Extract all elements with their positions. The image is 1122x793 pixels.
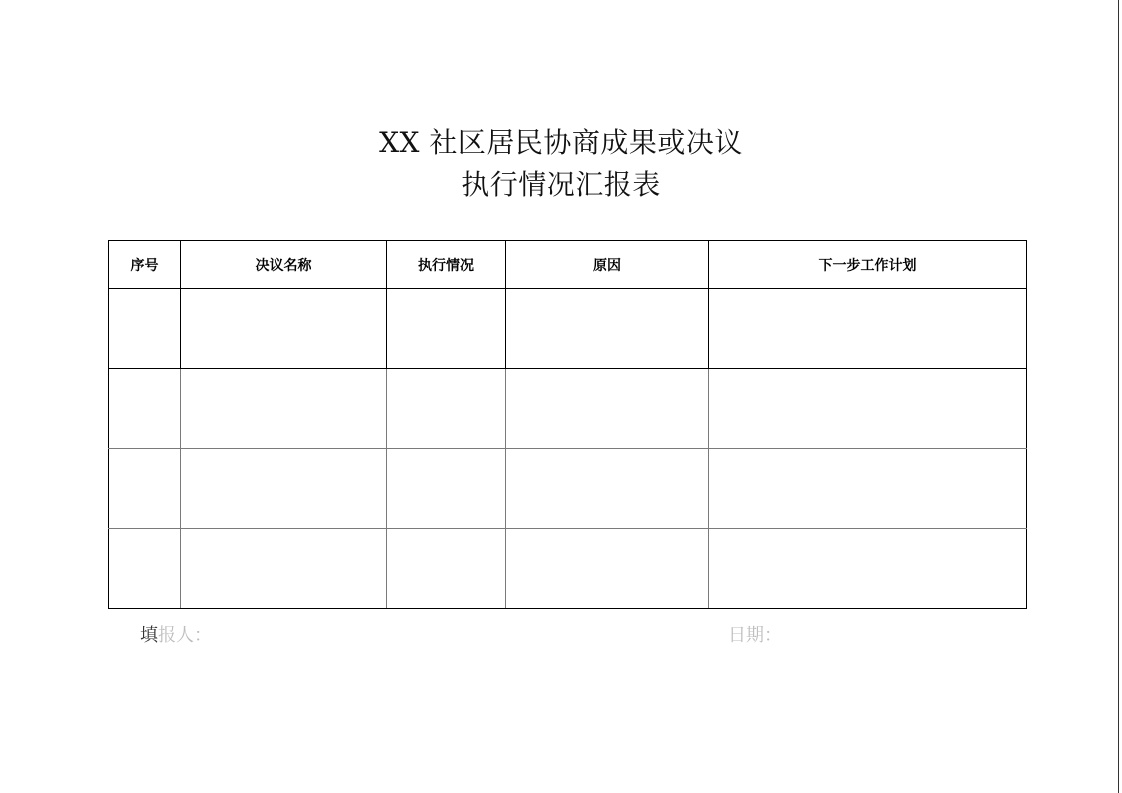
filler-label-rest: 报人： [158, 625, 212, 646]
title-line-2: 执行情况汇报表 [461, 168, 661, 201]
table-cell[interactable] [709, 449, 1027, 529]
table-cell[interactable] [506, 449, 709, 529]
header-execution-status: 执行情况 [387, 241, 506, 289]
table-cell[interactable] [506, 529, 709, 609]
table-cell[interactable] [506, 369, 709, 449]
header-reason: 原因 [506, 241, 709, 289]
table-cell[interactable] [709, 289, 1027, 369]
table-cell[interactable] [109, 449, 181, 529]
table-header-row [109, 241, 1027, 289]
table-cell[interactable] [387, 529, 506, 609]
table-row [109, 369, 1027, 449]
table-cell[interactable] [181, 449, 387, 529]
report-table [108, 240, 1027, 609]
table-cell[interactable] [709, 369, 1027, 449]
table-cell[interactable] [387, 449, 506, 529]
table-cell[interactable] [387, 369, 506, 449]
table-cell[interactable] [506, 289, 709, 369]
table-row [109, 289, 1027, 369]
header-next-plan: 下一步工作计划 [709, 241, 1027, 289]
table-cell[interactable] [387, 289, 506, 369]
table-row [109, 529, 1027, 609]
title-line-1: XX 社区居民协商成果或决议 [379, 126, 743, 159]
table-cell[interactable] [181, 289, 387, 369]
filler-label [140, 624, 212, 648]
table-cell[interactable] [709, 529, 1027, 609]
header-resolution-name: 决议名称 [181, 241, 387, 289]
table-cell[interactable] [181, 529, 387, 609]
table-cell[interactable] [181, 369, 387, 449]
date-label: 日期： [728, 625, 782, 646]
filler-label-first-char: 填 [140, 625, 158, 646]
page-edge-divider [1118, 0, 1119, 793]
table-cell[interactable] [109, 529, 181, 609]
table-cell[interactable] [109, 289, 181, 369]
header-serial-number: 序号 [109, 241, 181, 289]
table-row [109, 449, 1027, 529]
document-title [0, 122, 1122, 206]
table-cell[interactable] [109, 369, 181, 449]
